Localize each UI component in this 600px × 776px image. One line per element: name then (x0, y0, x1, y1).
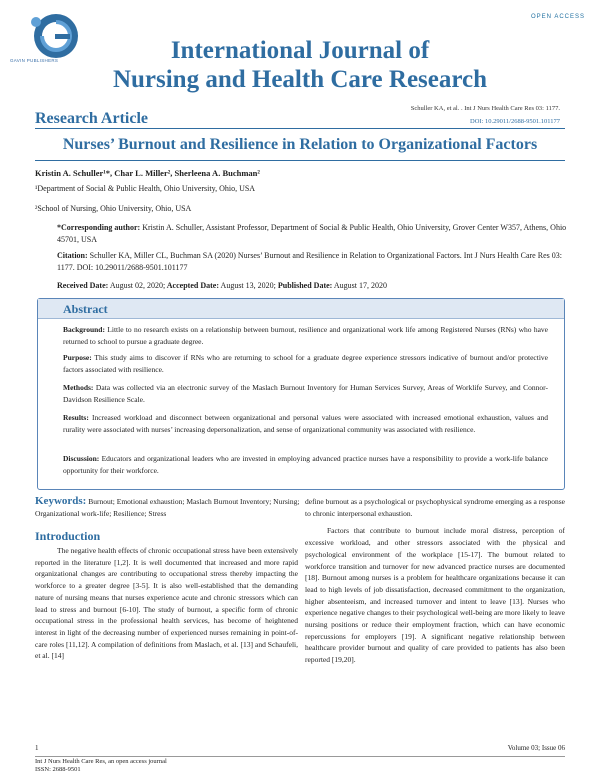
left-column (35, 545, 298, 662)
title-divider (35, 160, 565, 161)
published-label: Published Date: (275, 281, 333, 290)
affiliation-1: ¹Department of Social & Public Health, Ohio University, Ohio, USA (35, 184, 256, 193)
corresponding-author (57, 222, 567, 246)
abstract-methods (63, 382, 548, 405)
author-list: Kristin A. Schuller¹*, Char L. Miller², Sherleena A. Buchman² (35, 168, 260, 178)
abstract-results (63, 412, 548, 435)
footer-journal: Int J Nurs Health Care Res, an open access journal (35, 758, 167, 765)
keywords-label: Keywords: (35, 495, 87, 507)
received-date: August 02, 2020; (108, 281, 166, 290)
footer-issn: ISSN: 2688-9501 (35, 766, 81, 773)
volume-issue: Volume 03; Issue 06 (507, 744, 565, 752)
journal-title (0, 36, 600, 94)
article-title: Nurses’ Burnout and Resilience in Relation to Organizational Factors (62, 136, 538, 153)
doi-link[interactable]: DOI: 10.29011/2688-9501.101177 (470, 118, 560, 125)
keywords (35, 496, 300, 519)
published-date: August 17, 2020 (332, 281, 388, 290)
header-citation (411, 102, 560, 128)
discussion-label: Discussion: (63, 454, 100, 463)
accepted-date: August 13, 2020; (218, 281, 276, 290)
introduction-heading: Introduction (35, 529, 101, 543)
abstract-background (63, 324, 548, 347)
discussion-text: Educators and organizational leaders who are invested in employing advanced practice nurses have a responsibility to provide a work-life balance opportunity for their workforce. (63, 454, 548, 475)
header-divider (35, 128, 565, 129)
dates-line (57, 280, 567, 292)
open-access-badge: OPEN ACCESS (530, 14, 585, 20)
publisher-name: GAVIN PUBLISHERS (10, 58, 59, 63)
methods-label: Methods: (63, 383, 94, 392)
results-label: Results: (63, 413, 89, 422)
purpose-label: Purpose: (63, 353, 92, 362)
citation-text: Schuller KA, Miller CL, Buchman SA (2020) Nurses’ Burnout and Resilience in Relation to Organizational Factors. Int J Nurs Health Care Res 03: 1177. DOI: 10.29011/2688-9501.101177 (57, 251, 562, 272)
abstract-header (38, 299, 564, 319)
abstract-box (37, 298, 565, 490)
journal-title-line1: International Journal of (170, 37, 430, 64)
right-column (305, 496, 565, 666)
accepted-label: Accepted Date: (165, 281, 219, 290)
footer-divider (35, 756, 565, 757)
citation-short: Schuller KA, et al. . Int J Nurs Health Care Res 03: 1177. (410, 105, 560, 112)
intro-paragraph-1: The negative health effects of chronic occupational stress have been extensively reported in the literature [1,2]. It is well documented that increased and more rapid organizational changes are contributing to occupational stress thereby impacting the workforce to a greater degree [3-5]. It is also well-established that the demanding nature of nursing means that nurses experience acute and chronic stressors which can lead to stress and burnout [6-10]. The study of burnout, a specific form of chronic occupational stress in the professional health services, has become of heightened interest in light of the decreasing number of experienced nurses remaining in point-of-care roles [11,12]. A compilation of definitions from Maslach, et al. [13] and Schaufeli, et al. [14] (35, 546, 298, 661)
intro-paragraph-2: Factors that contribute to burnout include moral distress, perception of excessive workload, and other stressors associated with the physical and psychological environment of the workplace [15-17]. The burnout related to workforce transition and turnover for new advanced practice nurses are documented [18]. Burnout among nurses is a problem for healthcare organizations because it can lead to high levels of job dissatisfaction, decreased commitment to the organization, higher absenteeism, and increased turnover and intent to leave [13]. Nurses who experience negative changes to their psychological well-being are more likely to leave nursing positions or reduce their employment fraction, which can have economic repercussions for employers [19]. A significant negative relationship between healthcare provider burnout and quality of care provided to patients has also been reported [19,20]. (305, 526, 565, 665)
journal-title-line2: Nursing and Health Care Research (112, 66, 488, 93)
received-label: Received Date: (57, 281, 109, 290)
keywords-text: Burnout; Emotional exhaustion; Maslach Burnout Inventory; Nursing; Organizational work-life; Resilience; Stress (35, 497, 300, 518)
citation-label: Citation: (57, 251, 88, 260)
article-type: Research Article (35, 110, 148, 127)
corresponding-text: Kristin A. Schuller, Assistant Professor, Department of Social & Public Health, Ohio University, Grover Center W357, Athens, Ohio 45701, USA (57, 223, 567, 244)
results-text: Increased workload and disconnect between organizational and personal values were associated with increased emotional exhaustion, values and rurality were associated with nurses’ increasing depersonalization, and sense of organizational community was associated with resilience. (63, 413, 548, 434)
citation-block (57, 250, 567, 274)
abstract-discussion (63, 453, 548, 476)
background-label: Background: (63, 325, 105, 334)
corresponding-label: *Corresponding author: (57, 223, 141, 232)
purpose-text: This study aims to discover if RNs who are returning to school for a graduate degree experience stressors indicative of burnout and/or protective factors associated with resilience. (63, 353, 548, 374)
abstract-heading: Abstract (63, 302, 108, 316)
background-text: Little to no research exists on a relationship between burnout, resilience and organizational work life among Registered Nurses (RNs) who have returned to school to pursue a graduate degree. (63, 325, 548, 346)
affiliation-2: ²School of Nursing, Ohio University, Ohio, USA (35, 204, 192, 213)
page-number: 1 (35, 744, 39, 752)
abstract-purpose (63, 352, 548, 375)
intro-paragraph-continued: define burnout as a psychological or psychophysical syndrome emerging as a response to chronic interpersonal exhaustion. (305, 497, 566, 518)
methods-text: Data was collected via an electronic survey of the Maslach Burnout Inventory for Human Services Survey, Areas of Worklife Survey, and Connor-Davidson Resilience Scale. (63, 383, 548, 404)
